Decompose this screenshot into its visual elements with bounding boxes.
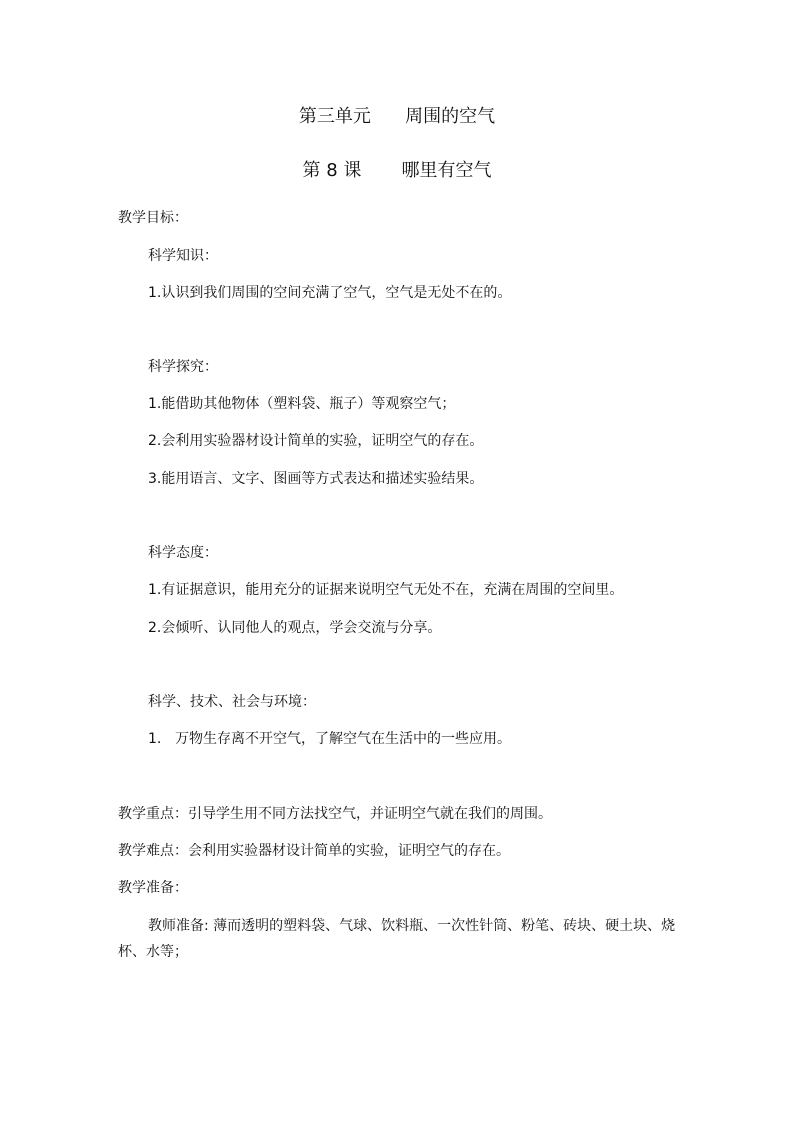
lesson-title: 第 8 课 哪里有空气 — [302, 160, 492, 181]
knowledge-item: 1.认识到我们周围的空间充满了空气，空气是无处不在的。 — [148, 285, 512, 301]
sts-heading: 科学、技术、社会与环境： — [148, 694, 316, 710]
key-point: 教学重点：引导学生用不同方法找空气，并证明空气就在我们的周围。 — [118, 806, 552, 822]
sts-item — [148, 732, 511, 746]
inquiry-item: 3.能用语言、文字、图画等方式表达和描述实验结果。 — [148, 471, 484, 487]
sts-item-number: 1. — [148, 731, 162, 747]
unit-title: 第三单元 周围的空气 — [298, 106, 496, 127]
preparation-heading: 教学准备： — [118, 880, 188, 896]
attitude-item: 2.会倾听、认同他人的观点，学会交流与分享。 — [148, 620, 442, 636]
inquiry-item: 1.能借助其他物体（塑料袋、瓶子）等观察空气； — [148, 396, 456, 412]
attitude-item: 1.有证据意识，能用充分的证据来说明空气无处不在，充满在周围的空间里。 — [148, 582, 624, 598]
objectives-heading: 教学目标： — [118, 210, 188, 226]
difficulty: 教学难点：会利用实验器材设计简单的实验，证明空气的存在。 — [118, 843, 510, 859]
teacher-preparation: 教师准备: 薄而透明的塑料袋、气球、饮料瓶、一次性针筒、粉笔、砖块、硬土块、烧杯、水等； — [118, 918, 676, 960]
inquiry-heading: 科学探究： — [148, 359, 218, 375]
attitude-heading: 科学态度： — [148, 545, 218, 561]
knowledge-heading: 科学知识： — [148, 248, 218, 264]
sts-item-text: 万物生存离不开空气，了解空气在生活中的一些应用。 — [175, 731, 511, 747]
inquiry-item: 2.会利用实验器材设计简单的实验，证明空气的存在。 — [148, 433, 484, 449]
